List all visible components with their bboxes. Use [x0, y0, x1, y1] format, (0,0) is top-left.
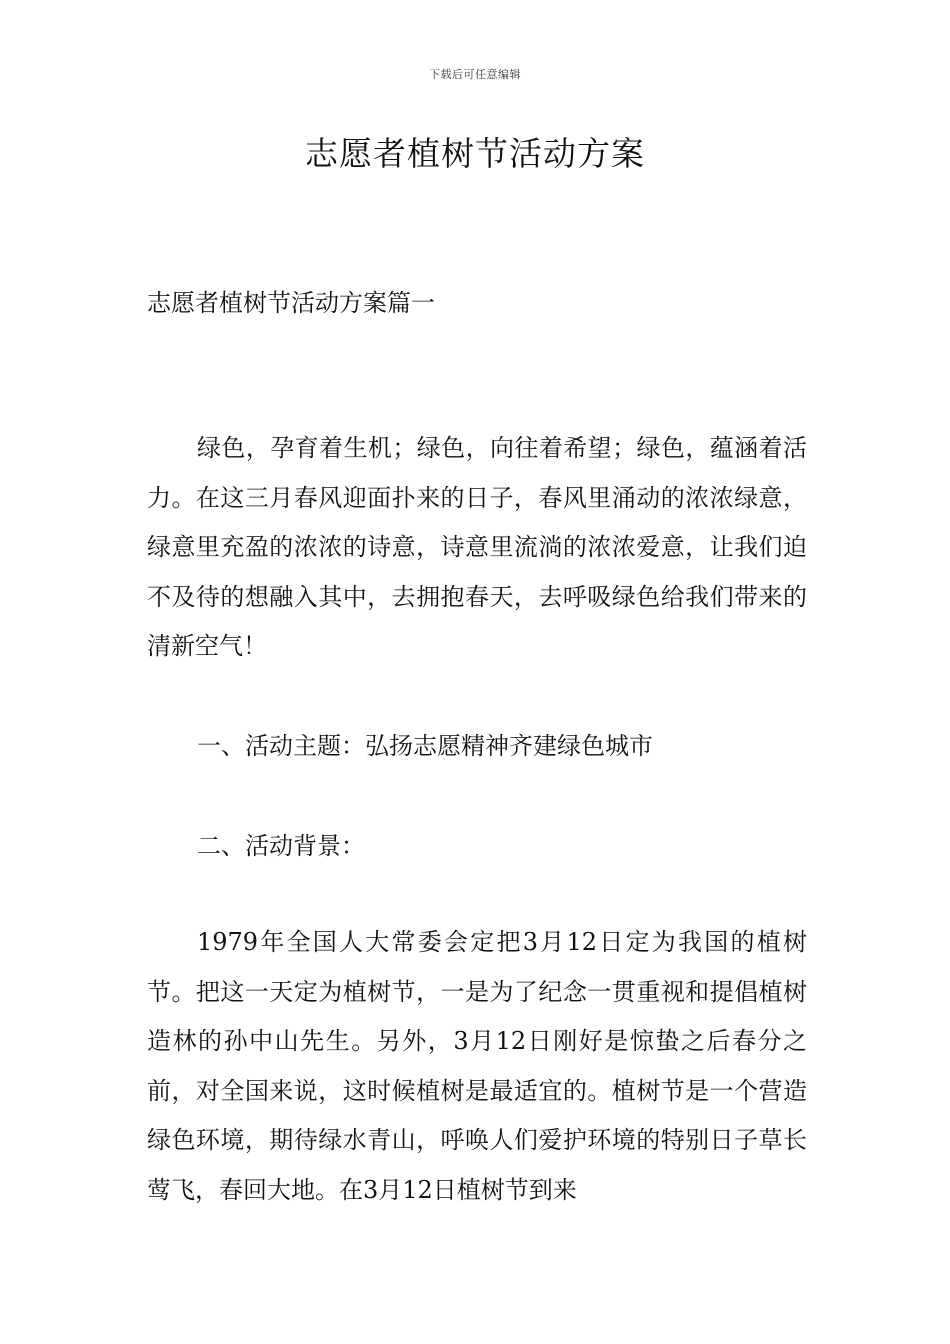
- intro-paragraph: 绿色，孕育着生机；绿色，向往着希望；绿色，蕴涵着活力。在这三月春风迎面扑来的日子，春风里涌动的浓浓绿意，绿意里充盈的浓浓的诗意，诗意里流淌的浓浓爱意，让我们迫不及待的想融入其中，去拥抱春天，去呼吸绿色给我们带来的清新空气！: [147, 434, 807, 660]
- activity-background-heading: 二、活动背景：: [197, 832, 365, 860]
- section-heading: 志愿者植树节活动方案篇一: [147, 289, 435, 317]
- activity-theme-item: 一、活动主题：弘扬志愿精神齐建绿色城市: [197, 732, 653, 760]
- document-title: 志愿者植树节活动方案: [305, 134, 645, 173]
- header-note: 下载后可任意编辑: [429, 68, 521, 81]
- background-paragraph: 1979年全国人大常委会定把3月12日定为我国的植树节。把这一天定为植树节，一是为了纪念一贯重视和提倡植树造林的孙中山先生。另外，3月12日刚好是惊蛰之后春分之前，对全国来说，这时候植树是最适宜的。植树节是一个营造绿色环境，期待绿水青山，呼唤人们爱护环境的特别日子草长莺飞，春回大地。在3月12日植树节到来: [147, 928, 807, 1204]
